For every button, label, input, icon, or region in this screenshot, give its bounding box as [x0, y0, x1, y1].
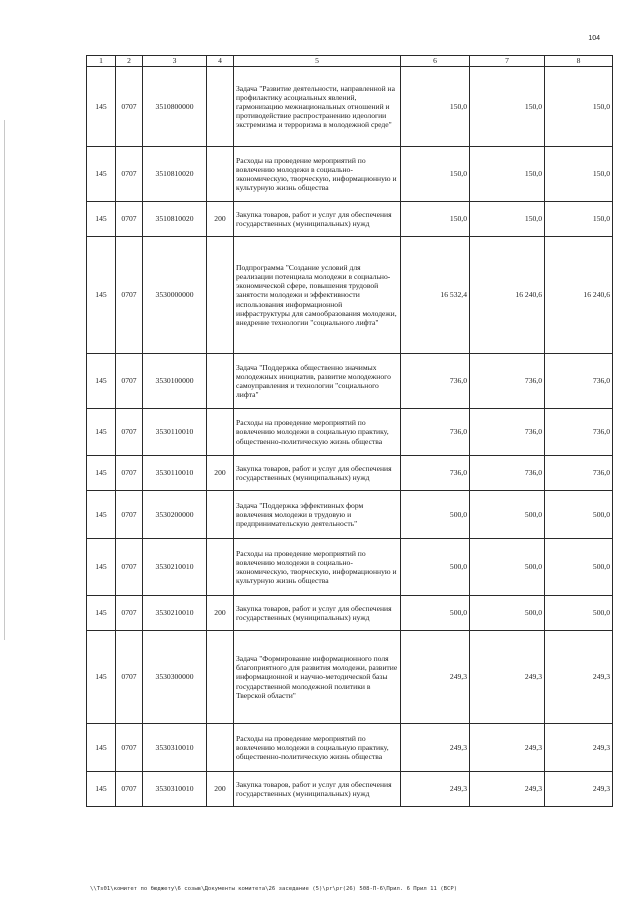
cell-section-code: 0707 — [116, 409, 143, 456]
cell-admin-code: 145 — [87, 539, 116, 596]
col-header-7: 7 — [470, 56, 545, 67]
cell-section-code: 0707 — [116, 596, 143, 631]
column-number-row — [87, 56, 613, 67]
col-header-4: 4 — [207, 56, 234, 67]
cell-description: Расходы на проведение мероприятий по вовлечению молодежи в социальную практику, общественно-политическую жизнь общества — [234, 409, 401, 456]
cell-amount-3: 500,0 — [545, 539, 613, 596]
col-header-5: 5 — [234, 56, 401, 67]
cell-description: Расходы на проведение мероприятий по вовлечению молодежи в социально-экономическую, творческую, информационную и культурную жизнь общества — [234, 147, 401, 202]
cell-amount-2: 150,0 — [470, 202, 545, 237]
cell-amount-3: 500,0 — [545, 596, 613, 631]
cell-target-code: 3510810020 — [143, 202, 207, 237]
cell-description: Закупка товаров, работ и услуг для обеспечения государственных (муниципальных) нужд — [234, 596, 401, 631]
cell-amount-1: 249,3 — [401, 772, 470, 807]
cell-admin-code: 145 — [87, 354, 116, 409]
cell-amount-3: 16 240,6 — [545, 237, 613, 354]
table-row — [87, 491, 613, 539]
cell-expense-type: 200 — [207, 202, 234, 237]
cell-target-code: 3510800000 — [143, 67, 207, 147]
cell-amount-1: 150,0 — [401, 67, 470, 147]
cell-section-code: 0707 — [116, 772, 143, 807]
cell-description: Расходы на проведение мероприятий по вовлечению молодежи в социально-экономическую, творческую, информационную и культурную жизнь общества — [234, 539, 401, 596]
cell-description: Закупка товаров, работ и услуг для обеспечения государственных (муниципальных) нужд — [234, 456, 401, 491]
cell-expense-type: 200 — [207, 596, 234, 631]
cell-description: Задача "Формирование информационного поля благоприятного для развития молодежи, развитие информационной и научно-методической базы государственной молодежной политики в Тверской области" — [234, 631, 401, 724]
cell-amount-1: 500,0 — [401, 596, 470, 631]
cell-target-code: 3530310010 — [143, 724, 207, 772]
cell-amount-2: 249,3 — [470, 772, 545, 807]
cell-target-code: 3530300000 — [143, 631, 207, 724]
table-row — [87, 631, 613, 724]
cell-amount-3: 736,0 — [545, 456, 613, 491]
cell-amount-2: 500,0 — [470, 491, 545, 539]
cell-admin-code: 145 — [87, 631, 116, 724]
cell-admin-code: 145 — [87, 491, 116, 539]
cell-admin-code: 145 — [87, 202, 116, 237]
table-row — [87, 202, 613, 237]
cell-amount-1: 736,0 — [401, 354, 470, 409]
cell-amount-1: 150,0 — [401, 147, 470, 202]
cell-expense-type — [207, 147, 234, 202]
cell-amount-2: 150,0 — [470, 147, 545, 202]
cell-target-code: 3530210010 — [143, 539, 207, 596]
col-header-8: 8 — [545, 56, 613, 67]
cell-expense-type — [207, 631, 234, 724]
cell-section-code: 0707 — [116, 237, 143, 354]
table-row — [87, 354, 613, 409]
cell-section-code: 0707 — [116, 67, 143, 147]
cell-amount-3: 500,0 — [545, 491, 613, 539]
footer-file-path: \\Ts01\комитет по бюджету\6 созыв\Документы комитета\26 заседание (5)\pr\pr(26) 508-П-6\Прил. 6 Прил 11 (ВСР) — [90, 886, 458, 892]
col-header-6: 6 — [401, 56, 470, 67]
cell-section-code: 0707 — [116, 539, 143, 596]
cell-amount-1: 500,0 — [401, 491, 470, 539]
table-row — [87, 724, 613, 772]
cell-description: Закупка товаров, работ и услуг для обеспечения государственных (муниципальных) нужд — [234, 202, 401, 237]
cell-expense-type — [207, 491, 234, 539]
cell-admin-code: 145 — [87, 724, 116, 772]
cell-expense-type — [207, 67, 234, 147]
table-row — [87, 772, 613, 807]
col-header-1: 1 — [87, 56, 116, 67]
cell-admin-code: 145 — [87, 409, 116, 456]
cell-amount-2: 736,0 — [470, 354, 545, 409]
cell-description: Закупка товаров, работ и услуг для обеспечения государственных (муниципальных) нужд — [234, 772, 401, 807]
cell-amount-3: 150,0 — [545, 67, 613, 147]
cell-amount-1: 249,3 — [401, 724, 470, 772]
cell-admin-code: 145 — [87, 772, 116, 807]
cell-amount-2: 500,0 — [470, 539, 545, 596]
cell-amount-3: 150,0 — [545, 147, 613, 202]
cell-amount-3: 736,0 — [545, 354, 613, 409]
budget-table — [86, 55, 613, 807]
cell-amount-1: 736,0 — [401, 456, 470, 491]
cell-amount-3: 736,0 — [545, 409, 613, 456]
col-header-2: 2 — [116, 56, 143, 67]
table-row — [87, 539, 613, 596]
cell-target-code: 3530200000 — [143, 491, 207, 539]
cell-description: Подпрограмма "Создание условий для реализации потенциала молодежи в социально-экономической сфере, повышения трудовой занятости молодежи и эффективности использования информационной инфраструктуры для самообразования молодежи, внедрение технологии "социального лифта" — [234, 237, 401, 354]
cell-target-code: 3530110010 — [143, 456, 207, 491]
col-header-3: 3 — [143, 56, 207, 67]
cell-amount-3: 150,0 — [545, 202, 613, 237]
cell-amount-3: 249,3 — [545, 772, 613, 807]
cell-target-code: 3510810020 — [143, 147, 207, 202]
cell-target-code: 3530310010 — [143, 772, 207, 807]
cell-amount-1: 736,0 — [401, 409, 470, 456]
cell-admin-code: 145 — [87, 456, 116, 491]
table-row — [87, 456, 613, 491]
cell-target-code: 3530000000 — [143, 237, 207, 354]
scan-edge-mark — [4, 120, 5, 640]
cell-admin-code: 145 — [87, 237, 116, 354]
cell-section-code: 0707 — [116, 724, 143, 772]
cell-target-code: 3530110010 — [143, 409, 207, 456]
cell-description: Расходы на проведение мероприятий по вовлечению молодежи в социальную практику, общественно-политическую жизнь общества — [234, 724, 401, 772]
cell-admin-code: 145 — [87, 596, 116, 631]
table-row — [87, 237, 613, 354]
cell-section-code: 0707 — [116, 202, 143, 237]
cell-description: Задача "Развитие деятельности, направленной на профилактику асоциальных явлений, гармонизацию межнациональных отношений и противодействие распространению идеологии экстремизма и терроризма в молодежной среде" — [234, 67, 401, 147]
cell-target-code: 3530210010 — [143, 596, 207, 631]
table-row — [87, 67, 613, 147]
cell-amount-3: 249,3 — [545, 631, 613, 724]
cell-expense-type — [207, 354, 234, 409]
cell-amount-2: 500,0 — [470, 596, 545, 631]
cell-amount-1: 16 532,4 — [401, 237, 470, 354]
cell-section-code: 0707 — [116, 456, 143, 491]
table-row — [87, 147, 613, 202]
cell-amount-2: 249,3 — [470, 724, 545, 772]
cell-amount-2: 736,0 — [470, 456, 545, 491]
cell-amount-2: 249,3 — [470, 631, 545, 724]
cell-amount-2: 150,0 — [470, 67, 545, 147]
cell-admin-code: 145 — [87, 67, 116, 147]
cell-amount-1: 249,3 — [401, 631, 470, 724]
cell-target-code: 3530100000 — [143, 354, 207, 409]
cell-expense-type — [207, 409, 234, 456]
cell-description: Задача "Поддержка эффективных форм вовлечения молодежи в трудовую и предпринимательскую деятельность" — [234, 491, 401, 539]
cell-amount-2: 736,0 — [470, 409, 545, 456]
cell-admin-code: 145 — [87, 147, 116, 202]
cell-description: Задача "Поддержка общественно значимых молодежных инициатив, развитие молодежного самоуправления и технологии "социального лифта" — [234, 354, 401, 409]
cell-amount-2: 16 240,6 — [470, 237, 545, 354]
page-number: 104 — [588, 35, 600, 42]
cell-expense-type: 200 — [207, 456, 234, 491]
cell-section-code: 0707 — [116, 354, 143, 409]
cell-section-code: 0707 — [116, 147, 143, 202]
cell-expense-type — [207, 539, 234, 596]
cell-amount-1: 500,0 — [401, 539, 470, 596]
cell-section-code: 0707 — [116, 491, 143, 539]
cell-amount-1: 150,0 — [401, 202, 470, 237]
table-row — [87, 596, 613, 631]
cell-expense-type — [207, 237, 234, 354]
cell-amount-3: 249,3 — [545, 724, 613, 772]
cell-expense-type — [207, 724, 234, 772]
cell-section-code: 0707 — [116, 631, 143, 724]
cell-expense-type: 200 — [207, 772, 234, 807]
table-row — [87, 409, 613, 456]
